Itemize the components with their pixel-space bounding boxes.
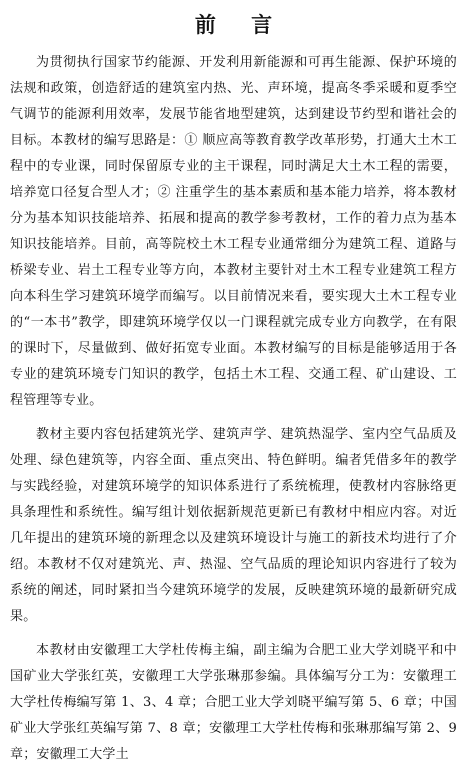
paragraph-2: 教材主要内容包括建筑光学、建筑声学、建筑热湿学、室内空气品质及处理、绿色建筑等，内容全面、重点突出、特色鲜明。编者凭借多年的教学与实践经验，对建筑环境学的知识体系进行了系统梳理，使教材内容脉络更具条理性和系统性。编写组计划依据新规范更新已有教材中相应内容。对近几年提出的建筑环境的新理念以及建筑环境设计与施工的新技术均进行了介绍。本教材不仅对建筑光、声、热湿、空气品质的理论知识内容进行了较为系统的阐述，同时紧扣当今建筑环境学的发展，反映建筑环境的最新研究成果。: [10, 427, 457, 624]
document-body: [10, 50, 457, 768]
paragraph-1: 为贯彻执行国家节约能源、开发利用新能源和可再生能源、保护环境的法规和政策，创造舒适的建筑室内热、光、声环境，提高冬季采暖和夏季空气调节的能源利用效率，发展节能省地型建筑，达到建设节约型和谐社会的目标。本教材的编写思路是：① 顺应高等教育教学改革形势，打通大土木工程中的专业课，同时保留原专业的主干课程，同时满足大土木工程的需要，培养宽口径复合型人才；② 注重学生的基本素质和基本能力培养，将本教材分为基本知识技能培养、拓展和提高的教学参考教材，工作的着力点为基本知识技能培养。目前，高等院校土木工程专业通常细分为建筑工程、道路与桥梁专业、岩土工程专业等方向，本教材主要针对土木工程专业建筑工程方向本科生学习建筑环境学而编写。以目前情况来看，要实现大土木工程专业的“一本书”教学，即建筑环境学仅以一门课程就完成专业方向教学，在有限的课时下，尽量做到、做好拓宽专业面。本教材编写的目标是能够适用于各专业的建筑环境专门知识的教学，包括土木工程、交通工程、矿山建设、工程管理等专业。: [10, 55, 457, 408]
paragraph-3: 本教材由安徽理工大学杜传梅主编，副主编为合肥工业大学刘晓平和中国矿业大学张红英，安徽理工大学张琳那参编。具体编写分工为：安徽理工大学杜传梅编写第 1、3、4 章；合肥工业大学刘晓平编写第 5、6 章；中国矿业大学张红英编写第 7、8 章；安徽理工大学杜传梅和张琳那编写第 2、9 章；安徽理工大学土: [10, 643, 457, 762]
page-title: 前 言: [194, 13, 287, 37]
